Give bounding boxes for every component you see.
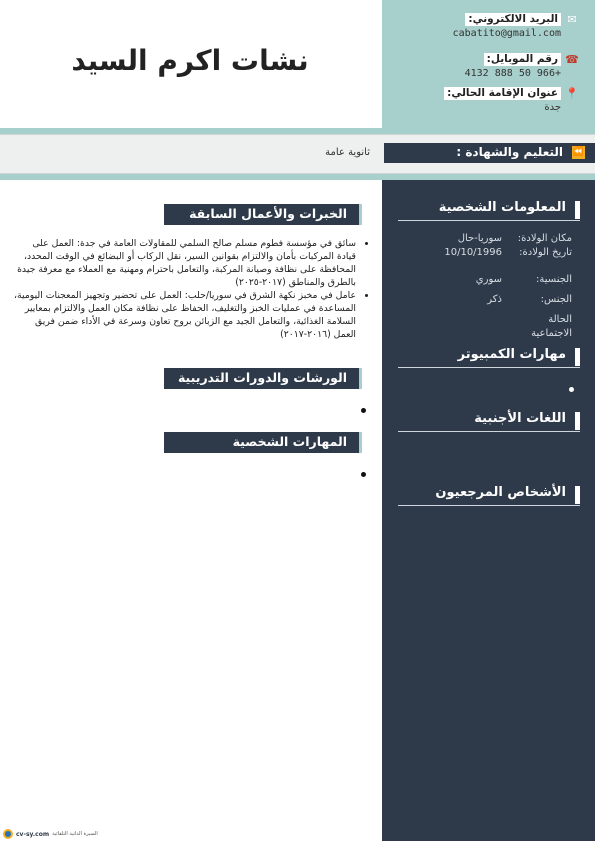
languages-title: اللغات الأجنبية [474,411,566,426]
personal-skills-heading [164,432,362,453]
references-title: الأشخاص المرجعيون [435,485,566,500]
marital-label-line1: الحالة [548,314,572,325]
experience-title: الخبرات والأعمال السابقة [189,206,347,221]
education-value: ثانوية عامة [325,147,370,158]
heading-accent-bar [575,201,580,219]
personal-info-title: المعلومات الشخصية [438,200,566,215]
nationality-value: سوري [475,274,502,285]
rewind-icon: ⏪ [572,147,585,157]
footer-tagline: السيرة الذاتية التلقائية [52,831,98,837]
address-label: عنوان الإقامة الحالي: [444,87,561,100]
phone-icon: ☎ [565,53,579,66]
birth-date-label: تاريخ الولادة: [519,247,572,258]
phone-value[interactable]: +966 50 888 4132 [464,68,561,79]
gender-label: الجنس: [540,294,572,305]
personal-info-heading [398,199,580,221]
list-bullet [361,408,366,413]
birth-date-value: 10/10/1996 [444,247,502,258]
phone-block [379,53,579,79]
workshops-title: الورشات والدورات التدريبية [177,370,347,385]
workshops-heading [164,368,362,389]
email-value[interactable]: cabatito@gmail.com [452,28,561,39]
heading-accent-bar [575,486,580,504]
footer-site[interactable]: cv-sy.com [16,830,50,838]
site-logo-icon [3,829,13,839]
birth-place-label: مكان الولادة: [517,233,572,244]
education-title: التعليم والشهادة : [456,145,563,159]
experience-heading [164,204,362,225]
footer [3,829,98,839]
email-label: البريد الالكتروني: [465,13,561,26]
references-heading [398,484,580,506]
list-bullet [569,387,574,392]
list-bullet [361,472,366,477]
gender-value: ذكر [487,294,502,305]
list-item: • عامل في مخبز نكهة الشرق في سوريا/حلب: العمل على تحضير وتجهيز المعجنات اليومية، المساعدة في عمليات الخبز والتغليف، الحفاظ على نظافة مكان العمل والالتزام بمعايير السلامة الغذائية، والتعامل الجيد مع الزبائن بروح تعاون وسرعة في الأداء ضمن فريق العمل (٢٠١٦-٢٠١٧) [14,289,356,341]
person-name: نشات اكرم السيد [71,44,309,77]
email-block [379,13,579,39]
experience-list [14,237,372,341]
heading-accent-bar [575,348,580,366]
birth-place-value: سوريا-حال [457,233,502,244]
map-pin-icon: 📍 [565,87,579,100]
languages-heading [398,410,580,432]
envelope-icon: ✉ [567,13,577,26]
marital-label-line2: الاجتماعية [531,328,572,339]
list-item: • سائق في مؤسسة فطوم مسلم صالح السلمي للمقاولات العامة في جدة: العمل على قيادة المركبات بأمان والالتزام بقوانين السير، نقل الركاب أو البضائع في الوقت المحدد، المحافظة على نظافة وصيانة المركبة، والتعامل باحترام ومهنية مع العملاء مع معرفة جيدة بالطرق والمناطق (٢٠١٧-٢٠٢٥) [14,237,356,289]
nationality-label: الجنسية: [536,274,572,285]
address-value: جدة [544,102,561,113]
education-heading [384,143,595,163]
address-block [379,87,579,113]
phone-label: رقم الموبايل: [484,53,561,66]
computer-skills-heading [398,346,580,368]
heading-accent-bar [575,412,580,430]
computer-skills-title: مهارات الكمبيوتر [457,347,566,362]
personal-skills-title: المهارات الشخصية [232,434,347,449]
